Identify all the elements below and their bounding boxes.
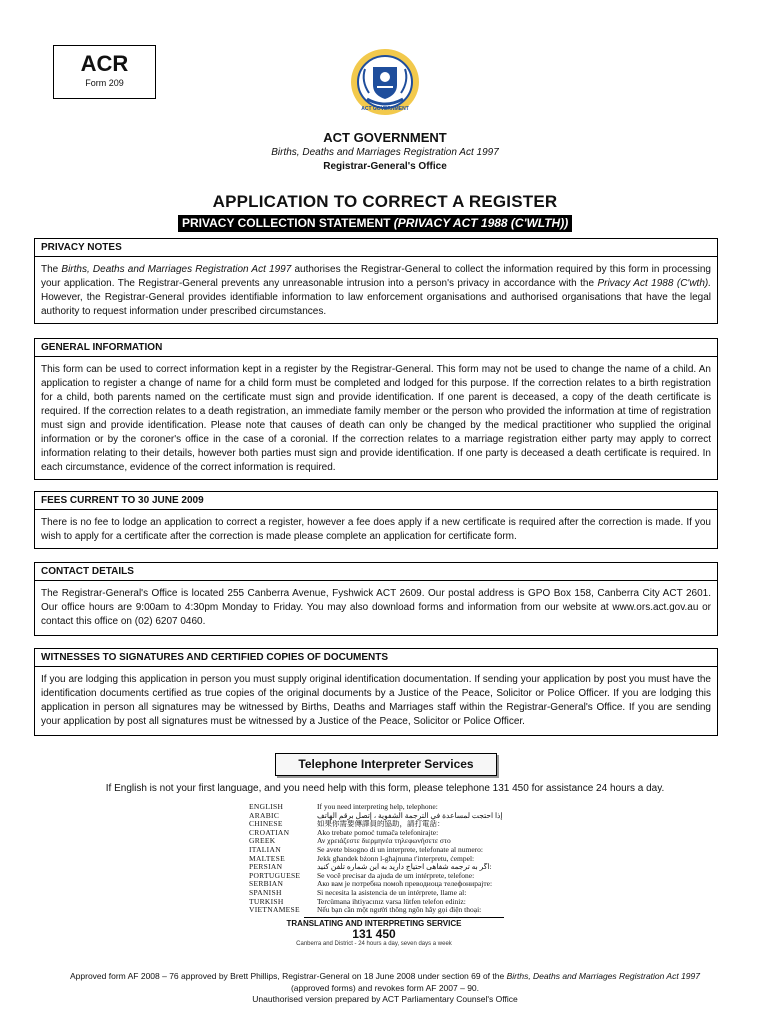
privacy-act-1988-reference: Privacy Act 1988 (C'wth). <box>597 278 711 289</box>
language-message: Nếu bạn cần một người thông ngôn hãy gọi điện thoại: <box>317 906 482 915</box>
general-information-body: This form can be used to correct information kept in a register by the Registrar-General. This form may not be used to change the name of a child. An application to register a change of name for a child form must be completed and lodged for this purpose. If the correction relates to a birth registration for a child, both parents named on the certificate must sign and provide identification. If one parent is deceased, a copy of the death certificate is required. If the correction relates to a death registration, an immediate family member or the person who provided the information at time of registration must sign and provide identification. Please note that causes of death can only be changed by the medical practitioner who supplied the original information or by the coroner's office in the case of a coronial. If the correction relates to a marriage registration either party may apply to correct information relating to their details, however both parties must sign and provide identification. If one party is deceased a death certificate is required. In each circumstance, evidence of the correct information is required. <box>41 364 711 473</box>
language-name: CROATIAN <box>249 827 290 837</box>
privacy-banner-text: PRIVACY COLLECTION STATEMENT <box>182 216 394 230</box>
language-name: VIETNAMESE <box>249 905 300 915</box>
fees-section <box>34 491 718 549</box>
interpreter-divider <box>304 917 504 918</box>
witnesses-section <box>34 648 718 736</box>
language-name: MALTESE <box>249 853 285 863</box>
privacy-notes-body <box>35 257 717 321</box>
interpreter-heading: Telephone Interpreter Services <box>275 753 497 776</box>
interpreter-language-list <box>242 802 506 947</box>
interpreter-intro: If English is not your first language, and you need help with this form, please telephone 131 450 for assistance 24 hours a day. <box>105 783 665 794</box>
language-name: ARABIC <box>249 810 280 820</box>
language-message: اگر به ترجمه شفاهی احتیاج دارید به این شماره تلفن کنید: <box>317 863 492 872</box>
contact-details-body: The Registrar-General's Office is located 255 Canberra Avenue, Fyshwick ACT 2609. Our postal address is GPO Box 158, Canberra City ACT 2601. Our office hours are 9:00am to 4:30pm Monday to Friday. You may also download forms and information from our website at www.ors.act.gov.au or contact this office on (02) 6207 0460. <box>41 588 711 627</box>
language-name: SERBIAN <box>249 879 284 889</box>
footer-unauthorised-version: Unauthorised version prepared by ACT Parliamentary Counsel's Office <box>252 994 518 1004</box>
general-information-heading: GENERAL INFORMATION <box>35 339 717 357</box>
language-name: TURKISH <box>249 896 284 906</box>
interpreter-hours: Canberra and District - 24 hours a day, seven days a week <box>296 940 452 947</box>
form-code-box <box>53 45 156 99</box>
privacy-act-reference: Births, Deaths and Marriages Registration Act 1997 <box>61 264 292 275</box>
interpreter-language-row <box>242 829 506 838</box>
language-message: Jekk għandek bżonn l-għajnuna t'interpretu, ċempel: <box>317 854 475 863</box>
language-name: SPANISH <box>249 887 282 897</box>
footer-approval <box>0 971 770 981</box>
general-information-section <box>34 338 718 480</box>
privacy-text-1: The <box>41 264 62 275</box>
witnesses-heading: WITNESSES TO SIGNATURES AND CERTIFIED COPIES OF DOCUMENTS <box>35 649 717 667</box>
language-name: ENGLISH <box>249 802 284 811</box>
language-name: CHINESE <box>249 819 283 829</box>
language-name: GREEK <box>249 836 276 846</box>
privacy-banner-act: (PRIVACY ACT 1988 (C'WLTH)) <box>393 216 569 230</box>
privacy-notes-section <box>34 238 718 324</box>
language-message: If you need interpreting help, telephone: <box>317 803 438 811</box>
footer-act-reference: Births, Deaths and Marriages Registration Act 1997 <box>506 971 700 981</box>
language-message: Ако вам је потребна помоћ преводиоца телефонирајте: <box>317 880 493 889</box>
language-message: Se você precisar da ajuda de um intérprete, telefone: <box>317 871 475 880</box>
language-message: 如果你需要傳譯員的協助，請打電話： <box>317 820 445 829</box>
office-name: Registrar-General's Office <box>323 161 447 172</box>
interpreter-language-row <box>242 837 506 846</box>
contact-details-heading: CONTACT DETAILS <box>35 563 717 581</box>
language-message: Tercümana ihtiyacınız varsa lütfen telefon ediniz: <box>317 897 466 906</box>
act-name: Births, Deaths and Marriages Registration Act 1997 <box>271 147 499 158</box>
privacy-banner <box>178 215 572 232</box>
witnesses-body: If you are lodging this application in person you must supply original identification documentation. If sending your application by post you must have the identification documents certified as true copies of the original documents by a Justice of the Peace, Solicitor or Police Officer. If you are lodging this application in person all signatures may be witnessed by Births, Deaths and Marriages staff within the Registrar-General's Office. If you are sending your application by post all signatures must be witnessed by a Justice of the Peace, Solicitor or Police Officer. <box>41 674 711 727</box>
interpreter-service-name: TRANSLATING AND INTERPRETING SERVICE <box>286 918 462 928</box>
fees-heading: FEES CURRENT TO 30 JUNE 2009 <box>35 492 717 510</box>
language-message: Ako trebate pomoć tumača telefonirajte: <box>317 828 439 837</box>
privacy-text-2: authorises the Registrar-General to collect the information required by this form in processing your application. The Registrar-General prevents any unreasonable intrusion into a person's privacy in accordance with the <box>41 264 711 289</box>
language-message: إذا احتجت لمساعدة في الترجمة الشفوية ، إتصل برقم الهاتف <box>317 811 503 820</box>
fees-body: There is no fee to lodge an application to correct a register, however a fee does apply if a new certificate is required after the correction is made. If you wish to apply for a certificate after the correction is made please complete an application for certificate form. <box>41 517 711 542</box>
form-code: ACR <box>80 51 129 76</box>
contact-details-section <box>34 562 718 636</box>
footer-revocation: (approved forms) and revokes form AF 2007 – 90. <box>290 983 480 993</box>
interpreter-phone-number: 131 450 <box>352 926 396 941</box>
language-name: PERSIAN <box>249 862 283 872</box>
language-message: Si necesita la asistencia de un intérprete, llame al: <box>317 888 467 897</box>
privacy-text-3: However, the Registrar-General provides identifiable information to law enforcement organisations and authorised organisations that have the legal authority to request information under prescribed circumstances. <box>41 292 711 317</box>
act-crest-logo <box>349 47 421 117</box>
privacy-notes-heading: PRIVACY NOTES <box>35 239 717 257</box>
government-title: ACT GOVERNMENT <box>323 130 447 145</box>
page-title: APPLICATION TO CORRECT A REGISTER <box>212 192 558 211</box>
language-message: Αν χρειάζεστε διερμηνέα τηλεφωνήσετε στο <box>317 837 451 846</box>
interpreter-language-row <box>242 906 506 915</box>
footer-approval-text: Approved form AF 2008 – 76 approved by Brett Phillips, Registrar-General on 18 June 2008 under section 69 of the <box>69 971 507 981</box>
language-message: Se avete bisogno di un interprete, telefonate al numero: <box>317 845 483 854</box>
form-number: Form 209 <box>85 78 124 88</box>
language-name: ITALIAN <box>249 844 281 854</box>
language-name: PORTUGUESE <box>249 870 301 880</box>
crest-text: ACT GOVERNMENT <box>361 106 409 112</box>
interpreter-language-row <box>242 803 506 812</box>
